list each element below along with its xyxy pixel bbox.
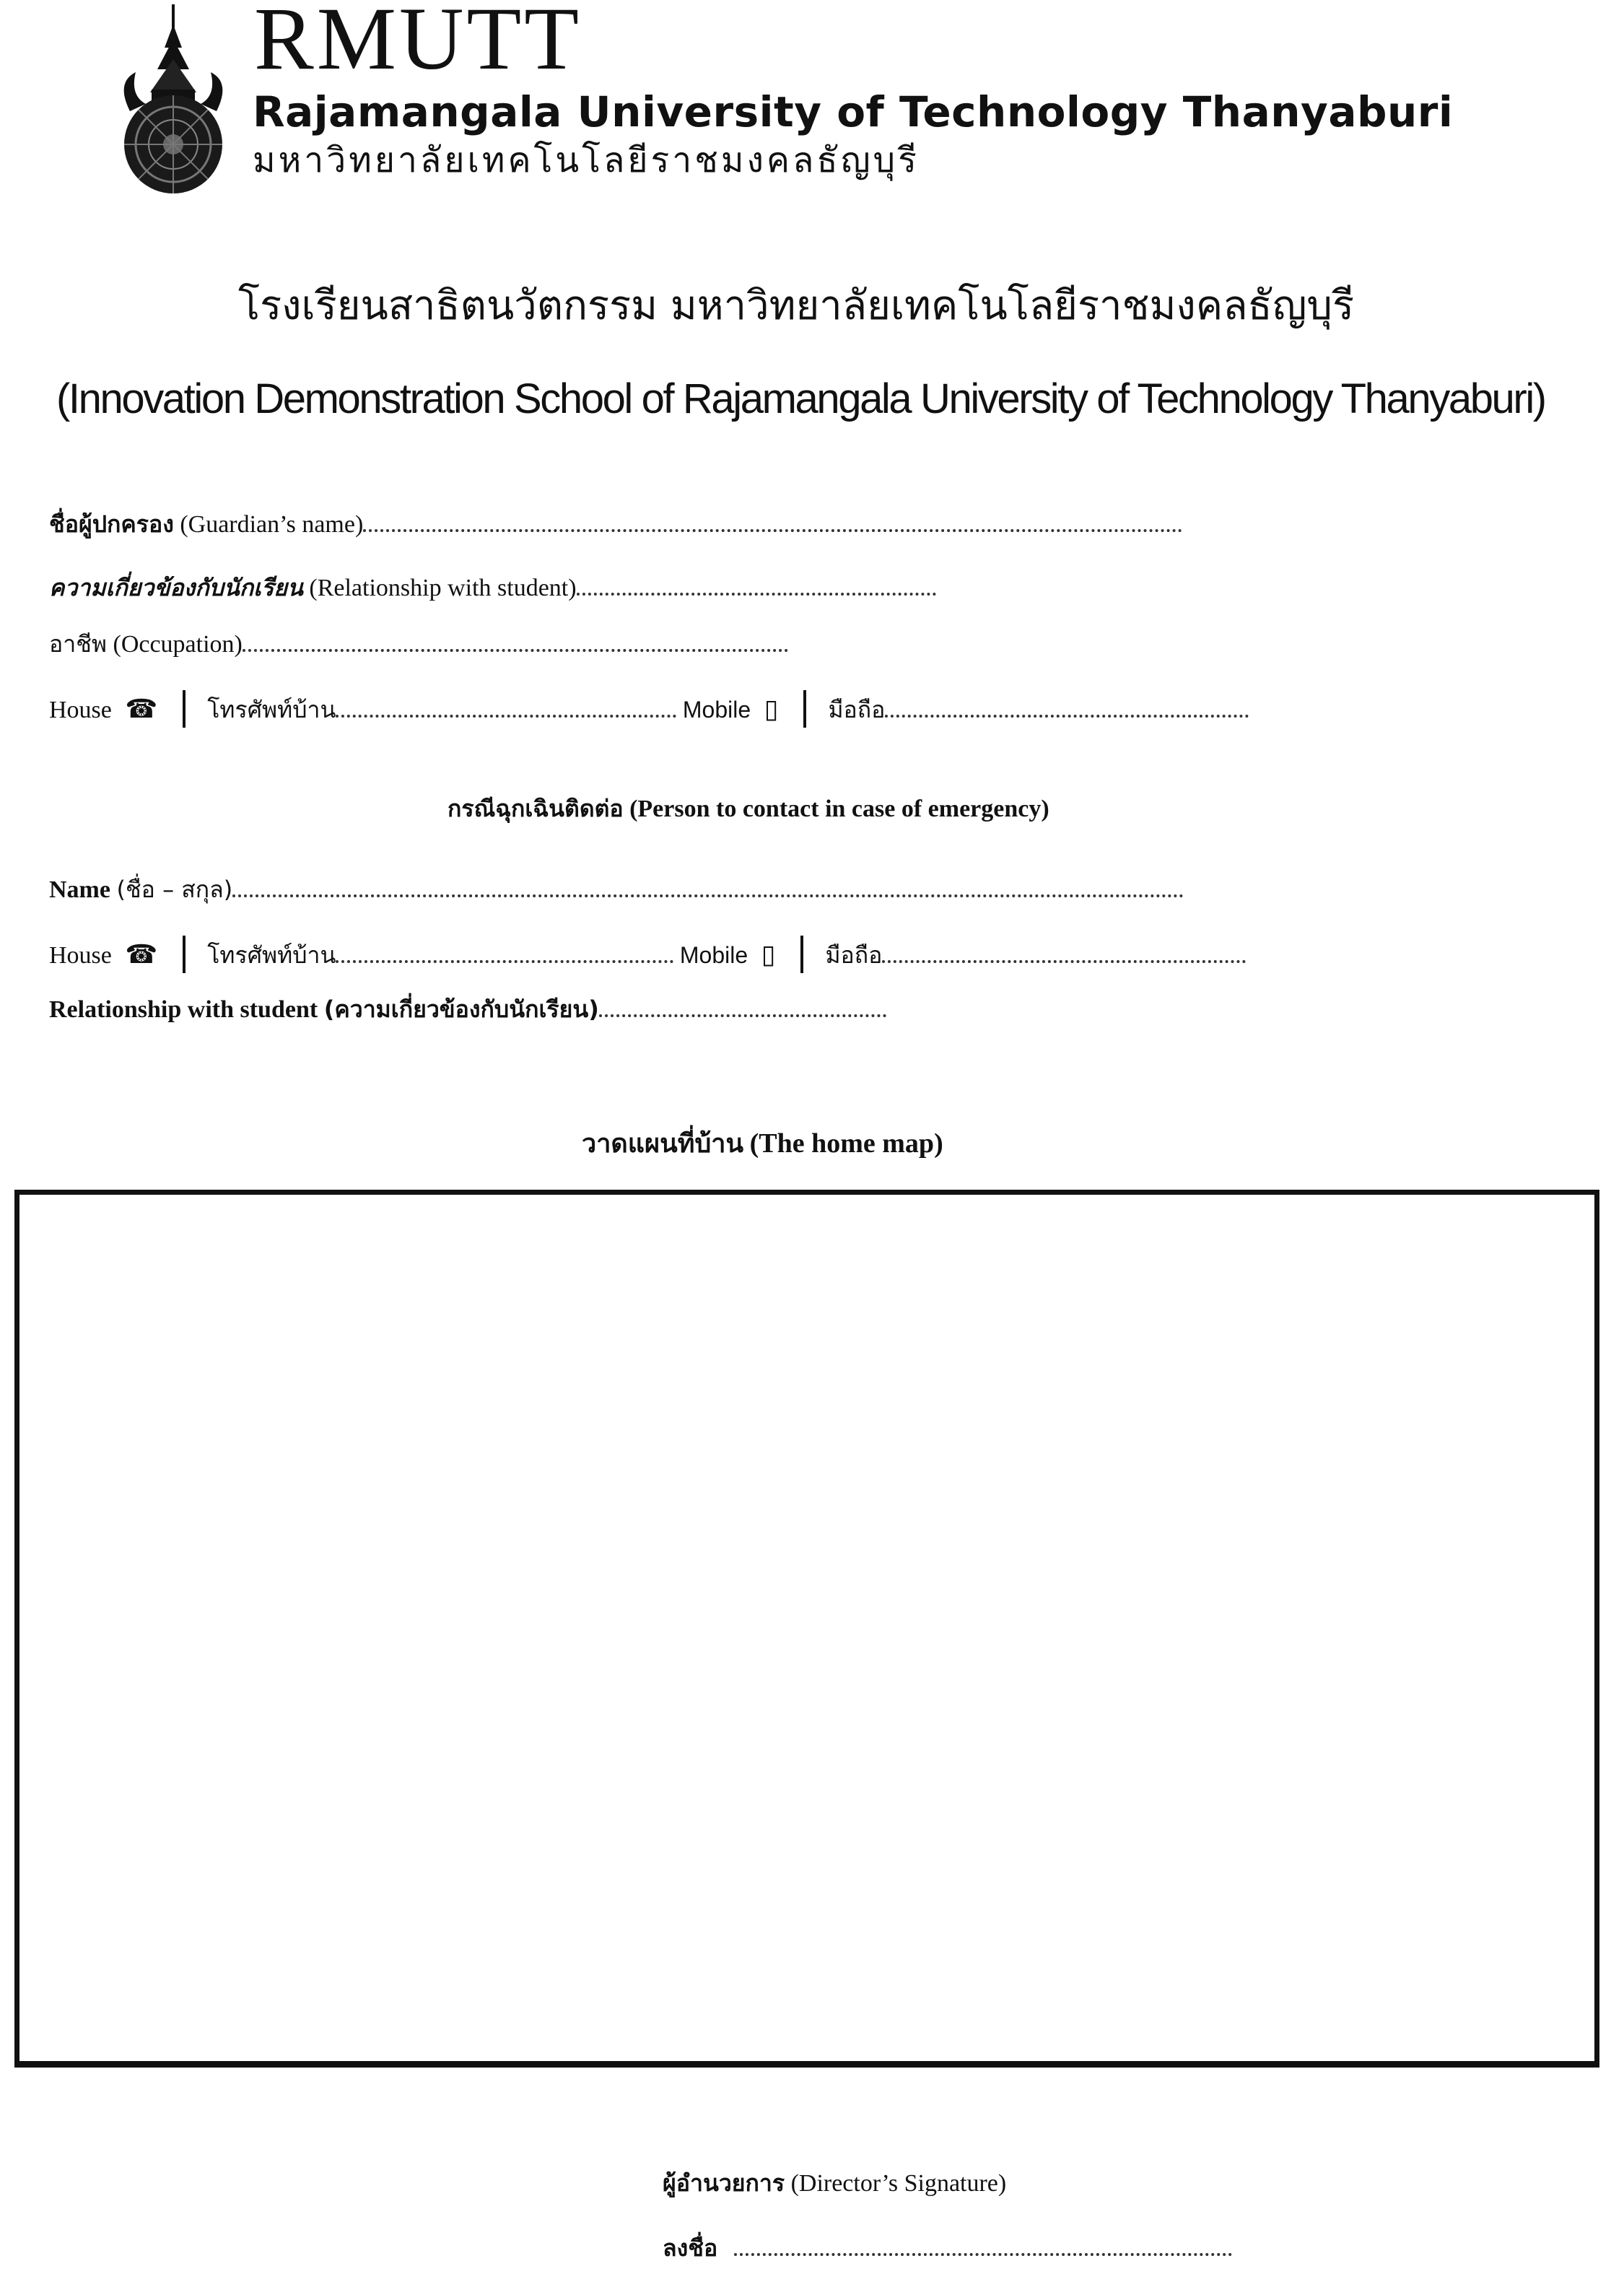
mobile-phone-icon: ▯ bbox=[761, 940, 776, 970]
director-title-en: (Director’s Signature) bbox=[790, 2170, 1007, 2197]
emergency-relationship-label-th: (ความเกี่ยวข้องกับนักเรียน) bbox=[323, 996, 599, 1023]
guardian-phone-row bbox=[49, 690, 1249, 728]
telephone-icon: ☎ bbox=[125, 694, 158, 724]
logo-title: RMUTT bbox=[254, 0, 582, 88]
emergency-name-row bbox=[49, 878, 1184, 902]
guardian-occupation-label-en: (Occupation) bbox=[113, 631, 243, 658]
home-map-title bbox=[582, 1130, 943, 1157]
school-name-en: (Innovation Demonstration School of Rajamangala University of Technology Thanyaburi) bbox=[56, 375, 1545, 422]
emergency-home-phone-label: โทรศัพท์บ้าน bbox=[207, 941, 336, 969]
guardian-mobile-label: Mobile bbox=[682, 697, 751, 723]
divider bbox=[800, 936, 803, 973]
telephone-icon: ☎ bbox=[125, 940, 158, 970]
guardian-occupation-label-th: อาชีพ bbox=[49, 630, 107, 658]
emergency-title-en: (Person to contact in case of emergency) bbox=[629, 796, 1049, 822]
guardian-home-phone-field[interactable] bbox=[336, 709, 676, 718]
emergency-title-th: กรณีฉุกเฉินติดต่อ bbox=[448, 795, 624, 822]
emergency-name-label-en: Name bbox=[49, 876, 110, 903]
guardian-name-label-en: (Guardian’s name) bbox=[180, 511, 364, 538]
school-name-th: โรงเรียนสาธิตนวัตกรรม มหาวิทยาลัยเทคโนโลยีราชมงคลธัญบุรี bbox=[238, 282, 1355, 329]
director-signature-field[interactable] bbox=[734, 2247, 1232, 2256]
emergency-house-label: House bbox=[49, 942, 112, 969]
emergency-phone-row bbox=[49, 936, 1246, 973]
emergency-relationship-field[interactable] bbox=[599, 1009, 886, 1017]
guardian-relationship-label-en: (Relationship with student) bbox=[309, 575, 577, 601]
guardian-occupation-row bbox=[49, 632, 788, 657]
emergency-mobile-label-th: มือถือ bbox=[825, 941, 883, 969]
emergency-mobile-label: Mobile bbox=[679, 942, 748, 968]
home-map-title-en: (The home map) bbox=[749, 1128, 943, 1159]
guardian-relationship-label-th: ความเกี่ยวข้องกับนักเรียน bbox=[49, 574, 303, 601]
sign-label-th: ลงชื่อ bbox=[663, 2234, 718, 2262]
guardian-relationship-field[interactable] bbox=[577, 587, 936, 596]
university-name-th: มหาวิทยาลัยเทคโนโลยีราชมงคลธัญบุรี bbox=[253, 140, 920, 180]
guardian-mobile-field[interactable] bbox=[885, 709, 1249, 718]
guardian-mobile-label-th: มือถือ bbox=[828, 696, 886, 723]
guardian-house-label: House bbox=[49, 697, 112, 723]
divider bbox=[803, 690, 806, 728]
guardian-name-field[interactable] bbox=[363, 523, 1182, 532]
home-map-title-th: วาดแผนที่บ้าน bbox=[582, 1129, 744, 1159]
director-signature-title bbox=[663, 2171, 1006, 2196]
guardian-relationship-row bbox=[49, 576, 936, 601]
emergency-name-field[interactable] bbox=[232, 889, 1184, 897]
guardian-name-label-th: ชื่อผู้ปกครอง bbox=[49, 510, 174, 538]
director-signature-row bbox=[663, 2236, 1232, 2261]
emergency-relationship-label-en: Relationship with student bbox=[49, 996, 318, 1023]
guardian-occupation-field[interactable] bbox=[243, 643, 788, 652]
guardian-home-phone-label: โทรศัพท์บ้าน bbox=[207, 696, 336, 723]
emergency-relationship-row bbox=[49, 998, 886, 1022]
home-map-drawing-area[interactable] bbox=[14, 1190, 1599, 2068]
divider bbox=[183, 936, 185, 973]
emergency-home-phone-field[interactable] bbox=[336, 954, 673, 963]
emergency-name-label-th: (ชื่อ – สกุล) bbox=[116, 876, 233, 903]
guardian-name-row bbox=[49, 510, 1182, 538]
divider bbox=[183, 690, 185, 728]
university-seal-logo bbox=[101, 3, 245, 198]
university-name-en: Rajamangala University of Technology Thanyaburi bbox=[253, 87, 1454, 136]
emergency-title bbox=[448, 797, 1049, 822]
director-title-th: ผู้อำนวยการ bbox=[663, 2169, 785, 2197]
emergency-mobile-field[interactable] bbox=[882, 954, 1246, 963]
mobile-phone-icon: ▯ bbox=[764, 694, 779, 724]
